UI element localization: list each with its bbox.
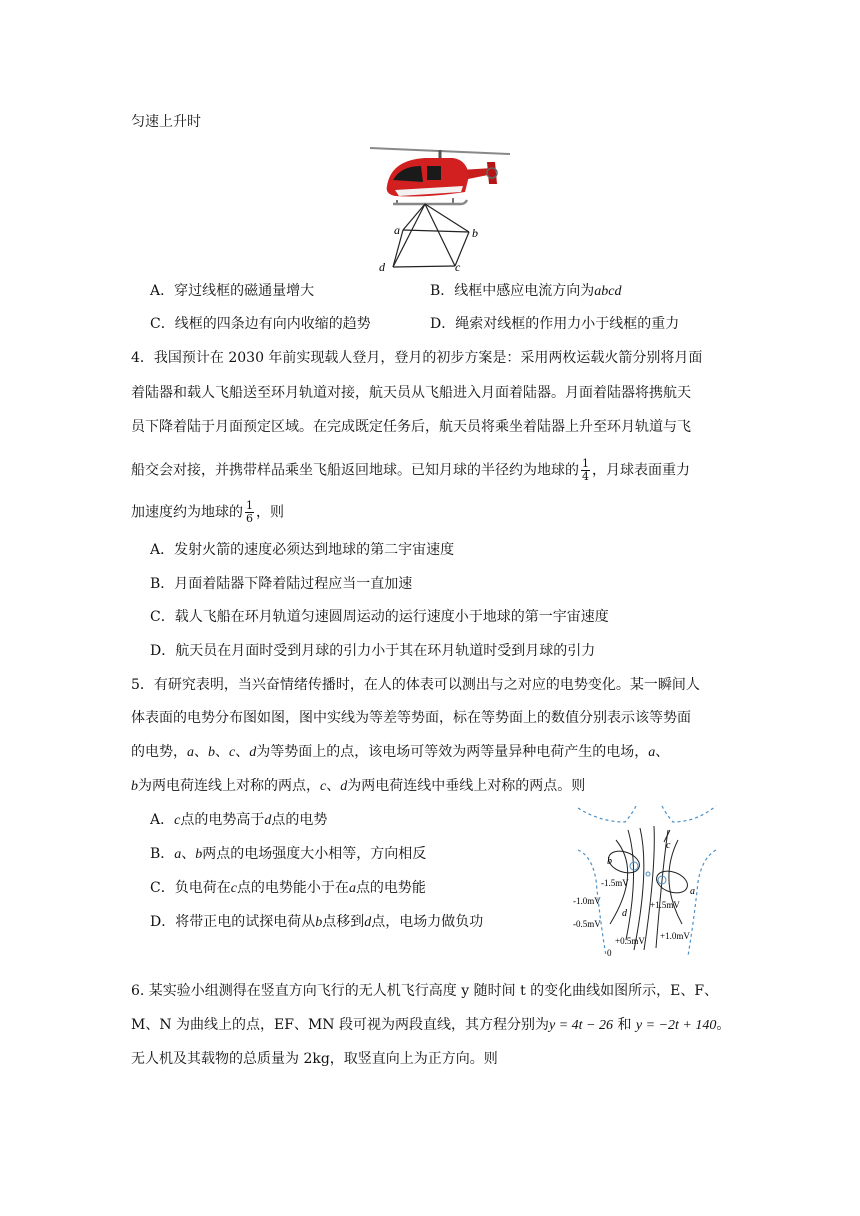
q3-continuation: 匀速上升时 (131, 114, 201, 130)
q6-line-2: M、N 为曲线上的点，EF、MN 段可视为两段直线，其方程分别为y = 4t − 26 和 y = −2t + 140。 (131, 1017, 731, 1033)
q5-option-a: A．c点的电势高于d点的电势 (150, 812, 328, 828)
fig-label-b: b (472, 226, 478, 240)
fig5-label-zero: 0 (607, 948, 612, 958)
helicopter-figure (365, 140, 515, 275)
q3-option-b: B．线框中感应电流方向为abcd (430, 283, 622, 299)
q4-option-d: D．航天员在月面时受到月球的引力小于其在环月轨道时受到月球的引力 (150, 643, 596, 659)
q5-line-1: 5．有研究表明，当兴奋情绪传播时，在人的体表可以测出与之对应的电势变化。某一瞬间人 (131, 677, 700, 693)
q3-option-c: C．线框的四条边有向内收缩的趋势 (150, 316, 371, 332)
q6-line-3: 无人机及其载物的总质量为 2kg，取竖直向上为正方向。则 (131, 1051, 498, 1067)
fig5-label-a: a (690, 886, 695, 897)
fig-label-c: c (455, 260, 461, 274)
q4-option-b: B．月面着陆器下降着陆过程应当一直加速 (150, 576, 413, 592)
q3-option-a: A．穿过线框的磁通量增大 (150, 283, 315, 299)
q4-line-3: 员下降着陆于月面预定区域。在完成既定任务后，航天员将乘坐着陆器上升至环月轨道与飞 (131, 419, 691, 435)
q4-line-2: 着陆器和载人飞船送至环月轨道对接，航天员从飞船进入月面着陆器。月面着陆器将携航天 (131, 385, 691, 401)
fig5-label-d: d (622, 908, 627, 919)
fig5-label-plus-1-0: +1.0mV (660, 931, 690, 941)
q5-option-b: B．a、b两点的电场强度大小相等，方向相反 (150, 846, 427, 862)
fraction-one-sixth: $\frac{1}{6}$ (246, 499, 253, 525)
fig5-label-b: b (607, 856, 612, 867)
potential-distribution-figure (570, 800, 720, 960)
fig-label-d: d (379, 260, 385, 274)
fig5-label-c: c (666, 840, 671, 851)
q5-line-4: b为两电荷连线上对称的两点，c、d为两电荷连线中垂线上对称的两点。则 (131, 778, 586, 794)
fig-label-a: a (394, 223, 400, 237)
q4-option-a: A．发射火箭的速度必须达到地球的第二宇宙速度 (150, 542, 455, 558)
fraction-one-quarter: $\frac{1}{4}$ (582, 457, 589, 483)
q5-option-c: C．负电荷在c点的电势能小于在a点的电势能 (150, 880, 426, 896)
q5-line-2: 体表面的电势分布图如图，图中实线为等差等势面，标在等势面上的数值分别表示该等势面 (131, 710, 691, 726)
q5-option-d: D．将带正电的试探电荷从b点移到d点，电场力做负功 (150, 914, 484, 930)
fig5-label-minus-0-5: -0.5mV (573, 919, 601, 929)
q4-line-1: 4．我国预计在 2030 年前实现载人登月，登月的初步方案是：采用两枚运载火箭分别将月面 (131, 350, 703, 366)
q3-option-d: D．绳索对线框的作用力小于线框的重力 (430, 316, 680, 332)
q4-line-4: 船交会对接，并携带样品乘坐飞船返回地球。已知月球的半径约为地球的 $\frac{1}{4}$ ，月球表面重力 (131, 457, 690, 483)
q4-line-5: 加速度约为地球的 $\frac{1}{6}$ ，则 (131, 499, 284, 525)
q5-line-3: 的电势，a、b、c、d为等势面上的点，该电场可等效为两等量异种电荷产生的电场，a、 (131, 744, 670, 760)
q4-option-c: C．载人飞船在环月轨道匀速圆周运动的运行速度小于地球的第一宇宙速度 (150, 609, 609, 625)
fig5-label-minus-1-0: -1.0mV (573, 896, 601, 906)
fig5-label-plus-0-5: +0.5mV (615, 936, 645, 946)
q6-line-1: 6. 某实验小组测得在竖直方向飞行的无人机飞行高度 y 随时间 t 的变化曲线如图所示，E、F、 (131, 983, 719, 999)
fig5-label-minus-1-5: -1.5mV (601, 878, 629, 888)
fig5-label-plus-1-5: +1.5mV (650, 900, 680, 910)
